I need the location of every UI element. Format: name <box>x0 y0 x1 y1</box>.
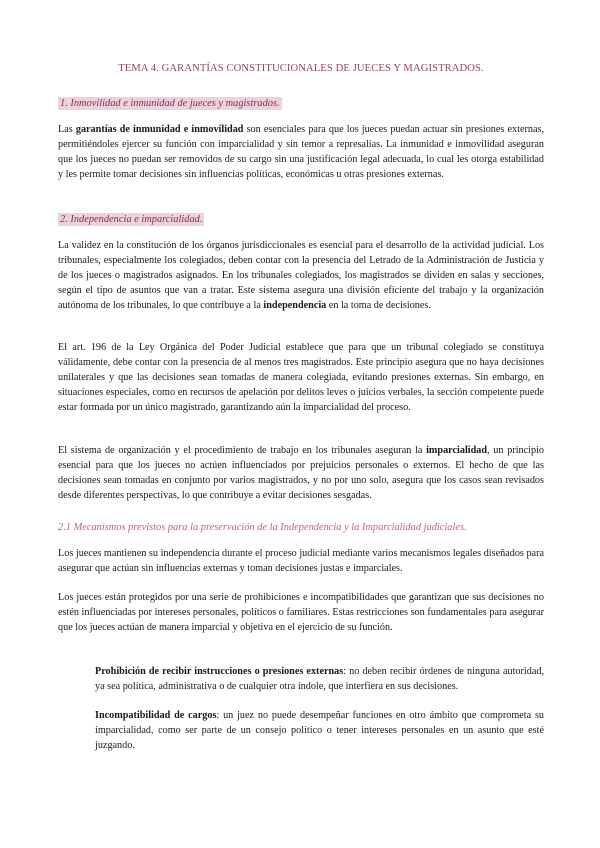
section-2-paragraph-2 <box>58 340 544 415</box>
section-2-1-heading: 2.1 Mecanismos previstos para la preservación de la Independencia y la Imparcialidad judiciales. <box>58 522 467 533</box>
text-run: , un principio esencial para que los jueces no actúen influenciados por prejuicios personales o externos. El hecho de que las decisiones sean tomadas en conjunto por varios magistrados, y no por uno solo, asegura que los casos sean revisados desde diferentes perspectivas, lo que contribuye a evitar decisiones sesgadas. <box>58 445 544 501</box>
section-2-paragraph-1 <box>58 238 544 313</box>
paragraph-text: El art. 196 de la Ley Orgánica del Poder Judicial establece que para que un tribunal colegiado se constituya válidamente, debe contar con la presencia de al menos tres magistrados. Este principio asegura que no haya decisiones unilaterales y que las decisiones sean tomadas de manera colegiada, evitando presiones externas. Sin embargo, en situaciones especiales, como en recursos de apelación por delitos leves o juicios verbales, la sección competente puede estar formada por un único magistrado, garantizando aún la imparcialidad del proceso. <box>58 342 544 413</box>
section-2-1-paragraph-2 <box>58 590 544 635</box>
list-item-incompatibilidad <box>95 708 544 753</box>
paragraph-text: Los jueces están protegidos por una serie de prohibiciones e incompatibilidades que garantizan que sus decisiones no estén influenciadas por intereses personales, políticos o familiares. Estas restricciones son fundamentales para asegurar que los jueces actúan de manera imparcial y objetiva en el ejercicio de su función. <box>58 592 544 633</box>
bold-term: garantías de inmunidad e inmovilidad <box>75 124 244 135</box>
bold-term: Prohibición de recibir instrucciones o presiones externas <box>95 666 344 677</box>
paragraph-text: Los jueces mantienen su independencia durante el proceso judicial mediante varios mecanismos legales diseñados para asegurar que actúan sin influencias externas y toman decisiones justas e imparciales. <box>58 548 544 574</box>
section-2-1 <box>58 517 544 535</box>
text-run: La validez en la constitución de los órganos jurisdiccionales es esencial para el desarrollo de la actividad judicial. Los tribunales, especialmente los colegiados, deben contar con la presencia del Letrado de la Administración de Justicia y de los jueces o magistrados asignados. En los tribunales colegiados, los magistrados se dividen en salas y secciones, según el tipo de asuntos que van a tratar. Este sistema asegura una división eficiente del trabajo y la organización autónoma de los tribunales, lo que contribuye a la <box>58 240 544 311</box>
bold-term: Incompatibilidad de cargos <box>95 710 217 721</box>
section-1-heading: 1. Inmovilidad e inmunidad de jueces y magistrados. <box>60 98 280 109</box>
text-run: son esenciales para que los jueces puedan actuar sin presiones externas, permitiéndoles ejercer su función con imparcialidad y sin temor a represalias. La inmunidad e inmovilidad aseguran que los jueces no puedan ser removidos de su cargo sin una justificación legal adecuada, lo cual les otorga estabilidad y les permite tomar decisiones sin influencias políticas, económicas u otras presiones externas. <box>58 124 544 180</box>
document-title: TEMA 4. GARANTÍAS CONSTITUCIONALES DE JUECES Y MAGISTRADOS. <box>118 63 484 74</box>
text-run: El sistema de organización y el procedimiento de trabajo en los tribunales aseguran la <box>58 445 427 456</box>
section-2 <box>58 209 544 227</box>
text-run: : no deben recibir órdenes de ninguna autoridad, ya sea política, administrativa o de cualquier otra índole, que interfiera en sus decisiones. <box>95 666 545 692</box>
bold-term: independencia <box>263 300 327 311</box>
text-run: en la toma de decisiones. <box>326 300 431 311</box>
bold-term: imparcialidad <box>426 445 488 456</box>
list-item-prohibicion <box>95 664 544 694</box>
section-2-heading: 2. Independencia e imparcialidad. <box>60 214 203 225</box>
text-run: : un juez no puede desempeñar funciones en otro ámbito que comprometa su imparcialidad, como ser parte de un consejo político o tener intereses personales en un asunto que esté juzgando. <box>95 710 544 751</box>
section-2-paragraph-3 <box>58 443 544 503</box>
section-1 <box>58 93 544 111</box>
section-2-1-paragraph-1 <box>58 546 544 576</box>
text-run: Las <box>58 124 76 135</box>
section-1-paragraph-1 <box>58 122 544 182</box>
